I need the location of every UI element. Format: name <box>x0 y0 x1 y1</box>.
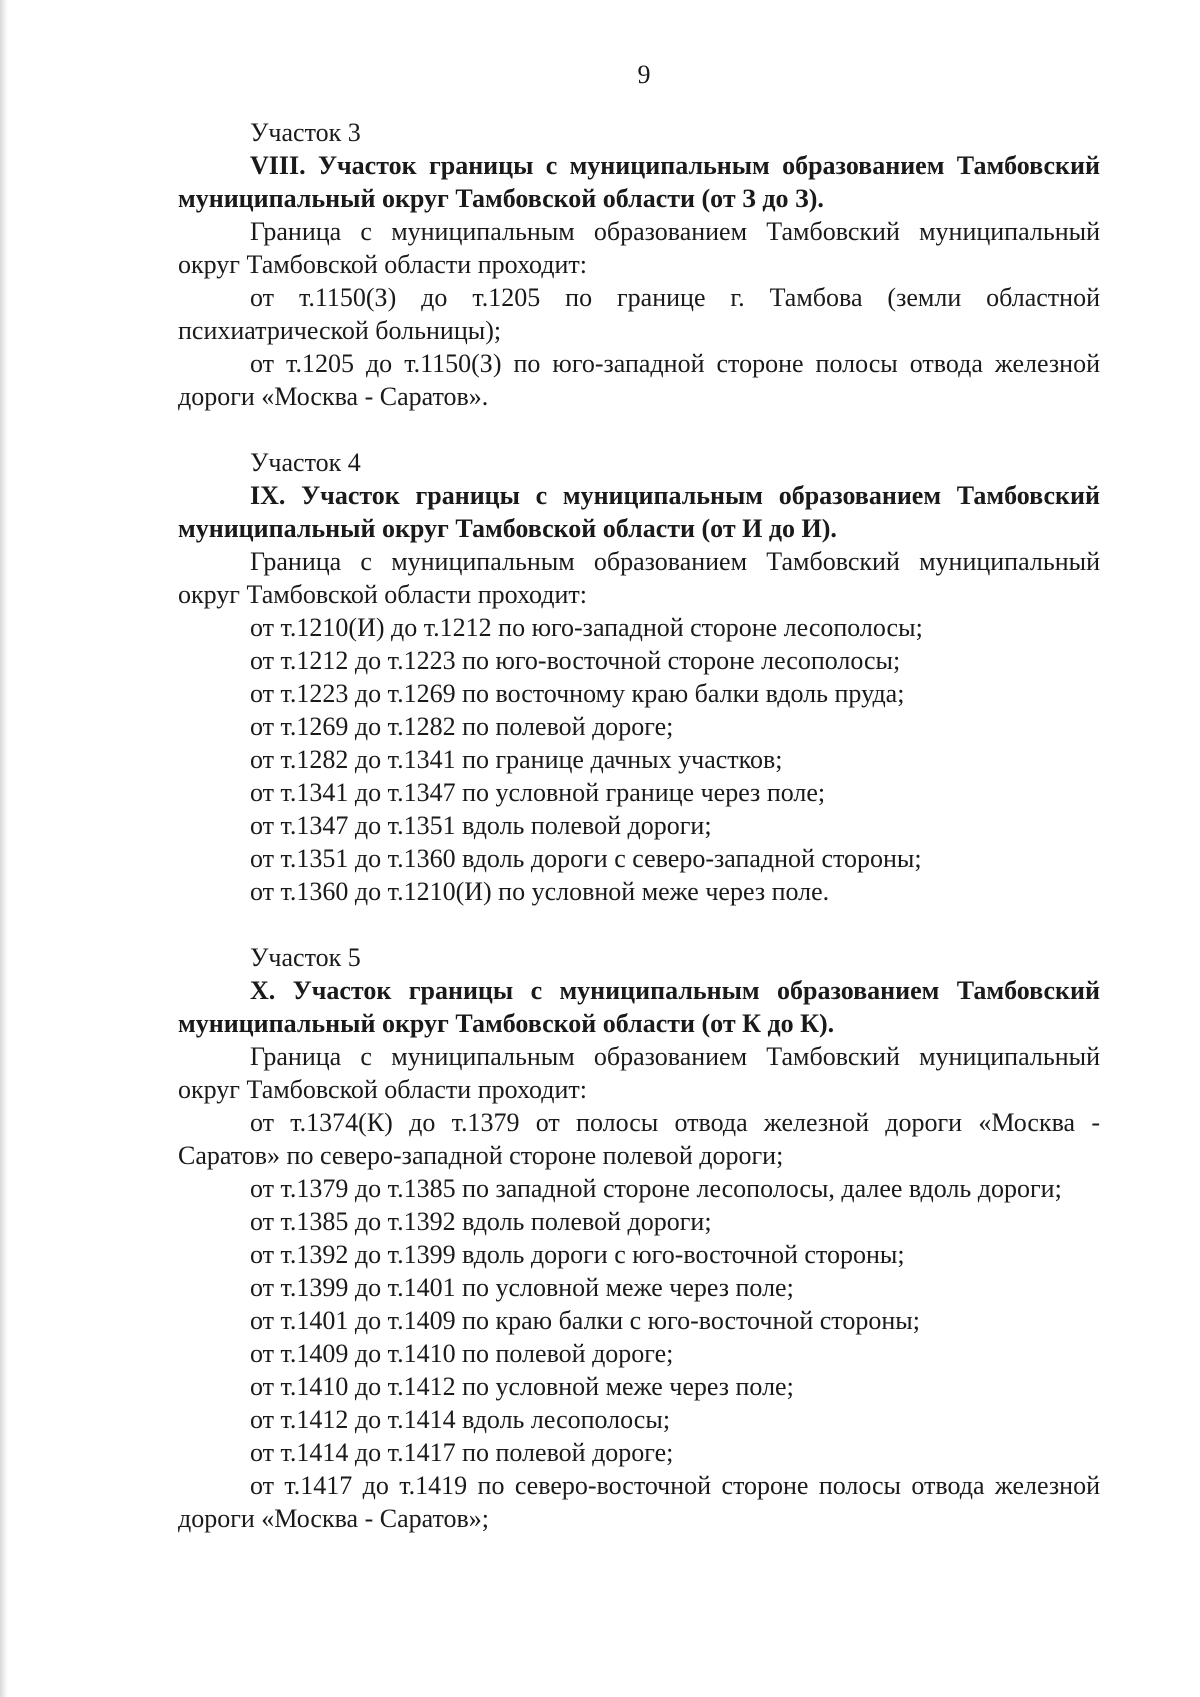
boundary-item: от т.1399 до т.1401 по условной меже через поле; <box>250 1273 794 1302</box>
page-number: 9 <box>637 60 651 89</box>
section-heading: IX. Участок границы с муниципальным образованием Тамбовский муниципальный округ Тамбовской области (от И до И). <box>178 481 1100 543</box>
section-intro: Граница с муниципальным образованием Тамбовский муниципальный округ Тамбовской области проходит: <box>178 547 1100 609</box>
boundary-item: от т.1414 до т.1417 по полевой дороге; <box>250 1438 674 1467</box>
boundary-item: от т.1417 до т.1419 по северо-восточной стороне полосы отвода железной дороги «Москва - Саратов»; <box>178 1471 1100 1533</box>
boundary-item: от т.1341 до т.1347 по условной границе через поле; <box>250 778 826 807</box>
section-heading: VIII. Участок границы с муниципальным образованием Тамбовский муниципальный округ Тамбовской области (от З до З). <box>178 151 1100 213</box>
boundary-item: от т.1223 до т.1269 по восточному краю балки вдоль пруда; <box>250 679 905 708</box>
boundary-item: от т.1205 до т.1150(З) по юго-западной стороне полосы отвода железной дороги «Москва - Саратов». <box>178 349 1100 411</box>
boundary-item: от т.1379 до т.1385 по западной стороне лесополосы, далее вдоль дороги; <box>250 1174 1062 1203</box>
boundary-item: от т.1150(З) до т.1205 по границе г. Тамбова (земли областной психиатрической больницы); <box>178 283 1100 345</box>
boundary-item: от т.1212 до т.1223 по юго-восточной стороне лесополосы; <box>250 646 901 675</box>
boundary-item: от т.1269 до т.1282 по полевой дороге; <box>250 712 674 741</box>
section-intro: Граница с муниципальным образованием Тамбовский муниципальный округ Тамбовской области проходит: <box>178 1042 1100 1104</box>
section-4 <box>178 446 1100 908</box>
document-page <box>178 58 1100 1568</box>
scan-edge <box>0 0 8 1697</box>
section-heading: X. Участок границы с муниципальным образованием Тамбовский муниципальный округ Тамбовской области (от К до К). <box>178 976 1100 1038</box>
boundary-item: от т.1412 до т.1414 вдоль лесополосы; <box>250 1405 671 1434</box>
section-intro: Граница с муниципальным образованием Тамбовский муниципальный округ Тамбовской области проходит: <box>178 217 1100 279</box>
boundary-item: от т.1409 до т.1410 по полевой дороге; <box>250 1339 674 1368</box>
boundary-item: от т.1374(К) до т.1379 от полосы отвода железной дороги «Москва - Саратов» по северо-западной стороне полевой дороги; <box>178 1108 1100 1170</box>
boundary-item: от т.1401 до т.1409 по краю балки с юго-восточной стороны; <box>250 1306 920 1335</box>
boundary-item: от т.1347 до т.1351 вдоль полевой дороги; <box>250 811 712 840</box>
boundary-item: от т.1392 до т.1399 вдоль дороги с юго-восточной стороны; <box>250 1240 905 1269</box>
section-3 <box>178 116 1100 413</box>
section-5 <box>178 941 1100 1535</box>
boundary-item: от т.1360 до т.1210(И) по условной меже через поле. <box>250 877 830 906</box>
boundary-item: от т.1210(И) до т.1212 по юго-западной стороне лесополосы; <box>250 613 923 642</box>
boundary-item: от т.1410 до т.1412 по условной меже через поле; <box>250 1372 794 1401</box>
boundary-item: от т.1282 до т.1341 по границе дачных участков; <box>250 745 783 774</box>
section-label: Участок 5 <box>250 943 361 972</box>
boundary-item: от т.1351 до т.1360 вдоль дороги с северо-западной стороны; <box>250 844 922 873</box>
section-label: Участок 4 <box>250 448 361 477</box>
section-label: Участок 3 <box>250 118 361 147</box>
boundary-item: от т.1385 до т.1392 вдоль полевой дороги; <box>250 1207 712 1236</box>
